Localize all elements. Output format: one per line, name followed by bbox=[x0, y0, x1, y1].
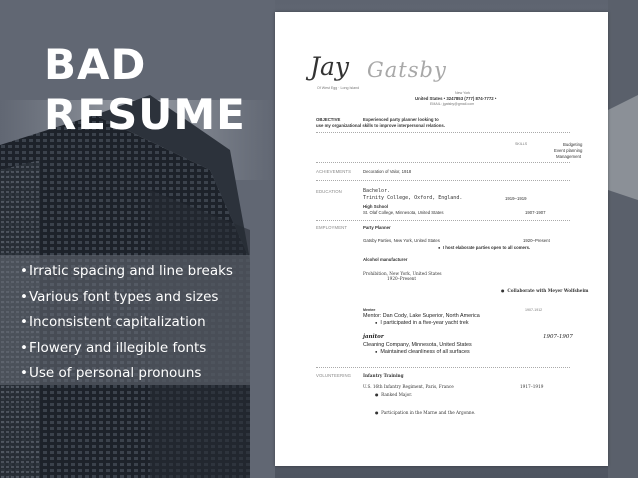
job4-title: janitor bbox=[363, 334, 384, 340]
job3-years: 1907-1912 bbox=[525, 308, 543, 312]
vol-years: 1917–1919 bbox=[520, 384, 544, 389]
vol-place: U.S. 16th Infantry Regiment, Paris, France bbox=[363, 384, 454, 389]
edu1-school: Trinity College, Oxford, England. bbox=[363, 195, 463, 201]
skill-budgeting: Budgeting bbox=[563, 142, 583, 147]
job1-title: Party Planner bbox=[363, 225, 391, 230]
resume-address-phone: United States • 3247853 (777) 874-7772 • bbox=[415, 96, 497, 101]
vol-title: Infantry Training bbox=[363, 373, 404, 378]
bullet-dot-icon: • bbox=[20, 314, 28, 330]
bullet-item: •Inconsistent capitalization bbox=[20, 310, 233, 336]
section-divider bbox=[316, 367, 570, 368]
bullet-dot-icon: ● bbox=[501, 288, 505, 293]
objective-line-2: use my organizational skills to improve interpersonal relations. bbox=[316, 123, 445, 128]
job3-title: Mentee bbox=[363, 308, 376, 312]
bullet-dot-icon: ● bbox=[375, 320, 378, 325]
job3-bullet: ● I participated in a five-year yacht trek bbox=[375, 320, 469, 326]
job3-place: Mentor: Dan Cody, Lake Superior, North America bbox=[363, 313, 480, 319]
job1-bullet: ● I host elaborate parties open to all comers. bbox=[438, 245, 531, 250]
job4-bullet: ● Maintained cleanliness of all surfaces bbox=[375, 349, 470, 355]
bullet-dot-icon: ● bbox=[375, 349, 378, 354]
title-line-resume: RESUME bbox=[44, 90, 246, 139]
objective-line-1: Experienced party planner looking to bbox=[363, 117, 439, 122]
bullet-dot-icon: ● bbox=[375, 410, 379, 415]
edu2-degree: High School bbox=[363, 204, 389, 209]
bullet-dot-icon: • bbox=[20, 339, 28, 356]
slide-title bbox=[44, 40, 246, 140]
resume-last-name: Gatsby bbox=[367, 58, 447, 82]
skill-event-planning: Event planning bbox=[554, 148, 583, 153]
bullet-item: •Flowery and illegible fonts bbox=[20, 336, 233, 362]
edu1-degree: Bachelor. bbox=[363, 188, 391, 194]
edu2-years: 1907-1907 bbox=[525, 210, 546, 215]
bullet-dot-icon: ● bbox=[375, 392, 379, 397]
resume-first-name: Jay bbox=[310, 52, 350, 81]
job2-title: Alcohol manufacturer bbox=[363, 257, 408, 262]
section-divider bbox=[316, 180, 570, 181]
bullet-dot-icon: • bbox=[20, 288, 28, 305]
resume-email: EMAIL: jgatsby@gmail.com bbox=[430, 102, 475, 106]
job1-place: Gatsby Parties, New York, United States bbox=[363, 238, 440, 243]
title-line-bad: BAD bbox=[44, 40, 147, 89]
vol-bullet-2: ● Participation in the Marne and the Argonne. bbox=[375, 410, 476, 415]
achievements-label: ACHIEVEMENTS bbox=[316, 169, 352, 174]
job1-years: 1920–Present bbox=[523, 238, 550, 243]
resume-tagline: Of West Egg · Long Island bbox=[317, 86, 360, 90]
bullet-item: •Various font types and sizes bbox=[20, 285, 233, 311]
skills-label: SKILLS bbox=[515, 142, 528, 146]
resume-document bbox=[275, 12, 608, 466]
job4-years: 1907-1907 bbox=[543, 334, 573, 340]
job4-place: Cleaning Company, Minnesota, United States bbox=[363, 342, 472, 348]
volunteering-label: VOLUNTEERING bbox=[316, 373, 352, 378]
edu1-years: 1919–1919 bbox=[505, 196, 527, 201]
section-divider bbox=[316, 162, 570, 163]
job2-bullet: ● Collaborate with Meyer Wolfsheim bbox=[501, 288, 589, 293]
bullet-item: •Irratic spacing and line breaks bbox=[20, 259, 233, 285]
vol-bullet-1: ● Ranked Major. bbox=[375, 392, 413, 397]
section-divider bbox=[316, 220, 570, 221]
problem-bullet-list bbox=[20, 259, 233, 387]
bullet-dot-icon: ● bbox=[438, 245, 441, 250]
bullet-dot-icon: • bbox=[20, 365, 28, 381]
employment-label: EMPLOYMENT bbox=[316, 225, 348, 230]
achievement-item: Decoration of Valor, 1918 bbox=[363, 169, 412, 174]
bullet-item: •Use of personal pronouns bbox=[20, 361, 233, 387]
section-divider bbox=[316, 132, 570, 133]
education-label: EDUCATION bbox=[316, 189, 342, 194]
objective-label: OBJECTIVE bbox=[316, 117, 341, 122]
skill-management: Management bbox=[556, 154, 582, 159]
resume-address-city: New York bbox=[455, 91, 471, 95]
edu2-school: St. Olaf College, Minnesota, United States bbox=[363, 210, 444, 215]
job2-years: 1920–Present bbox=[387, 276, 417, 281]
job2-place: Prohibition, New York, United States bbox=[363, 271, 442, 276]
bullet-dot-icon: • bbox=[20, 263, 28, 279]
